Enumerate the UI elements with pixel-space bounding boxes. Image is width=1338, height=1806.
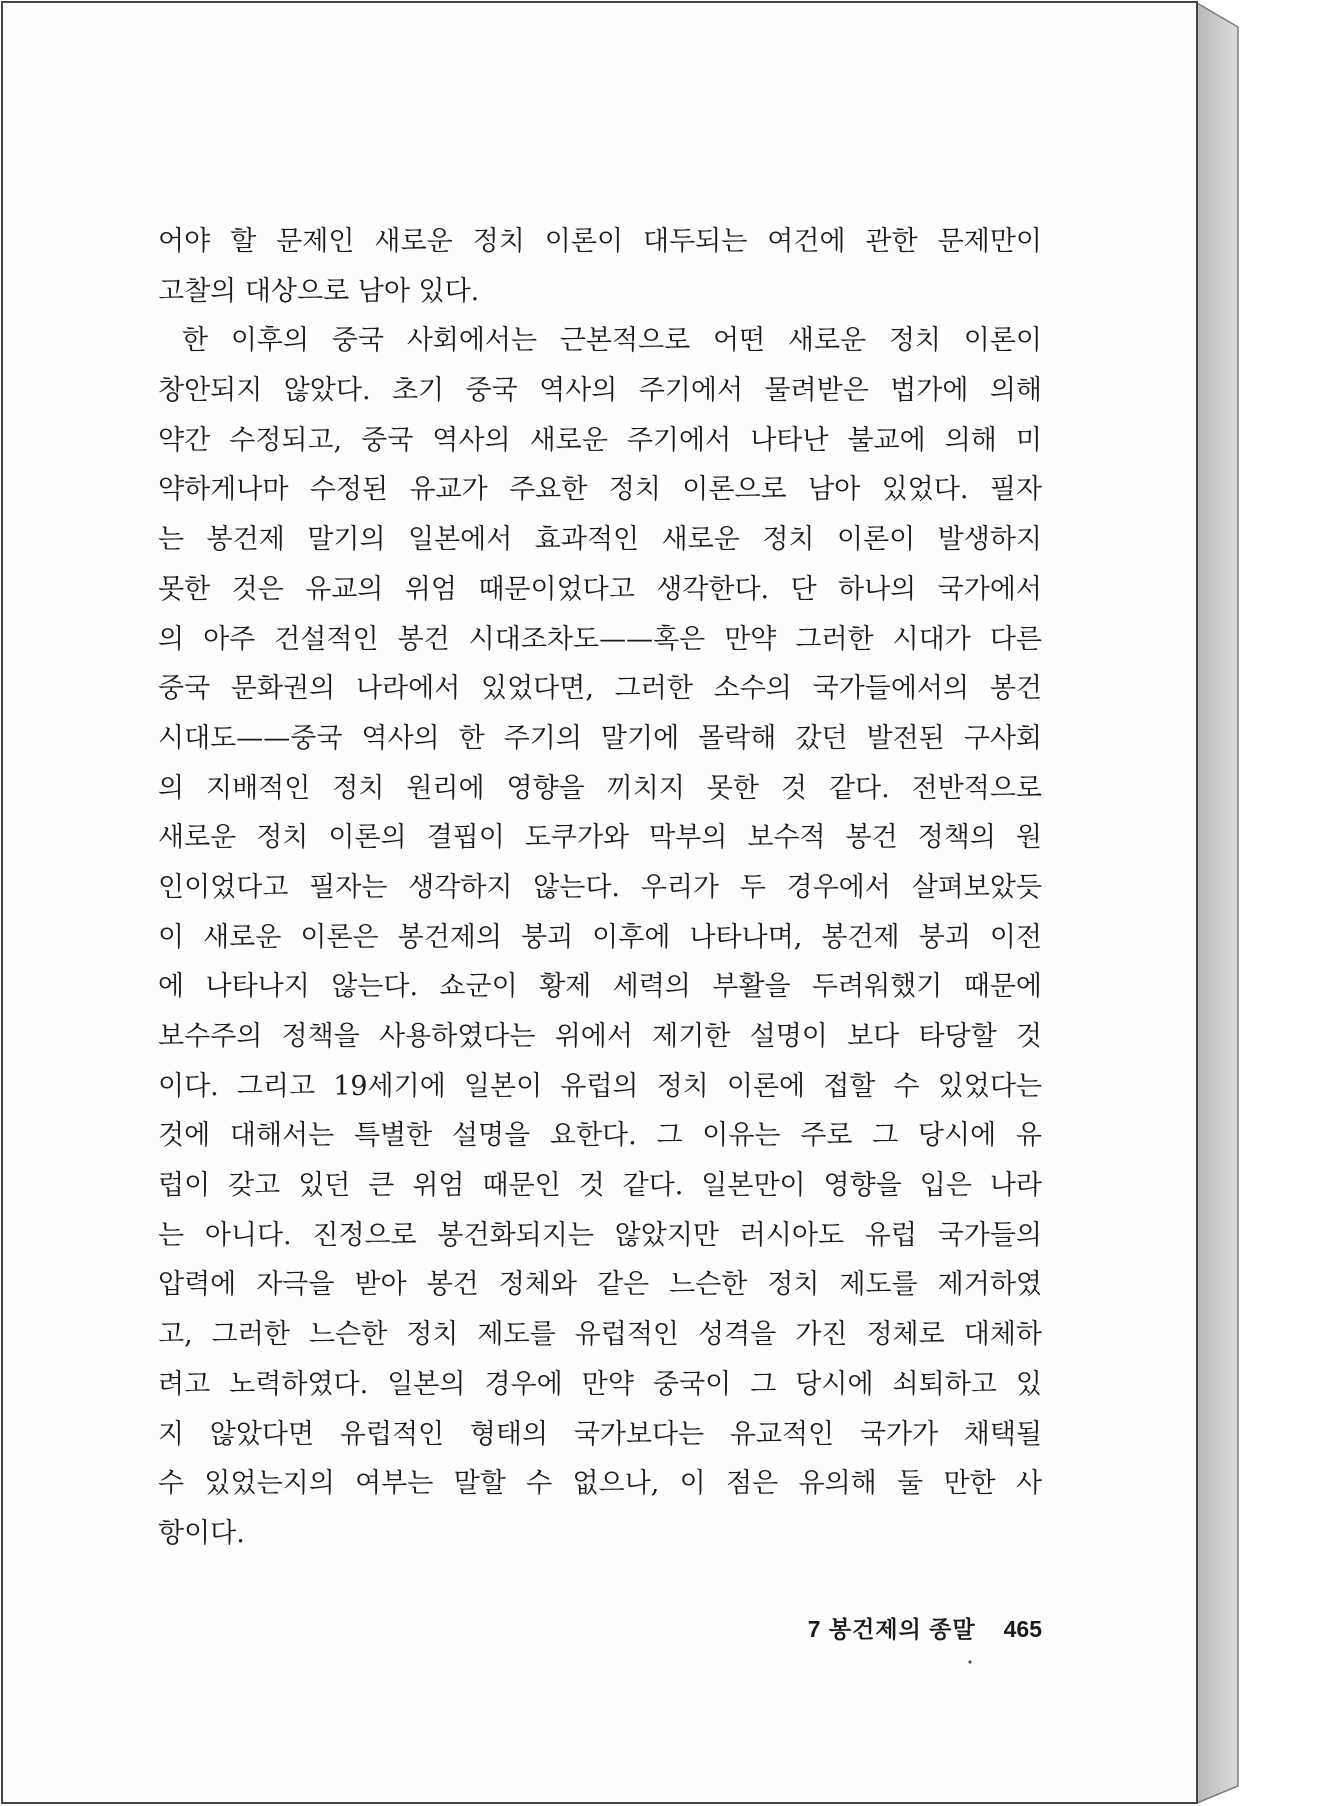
page-number: 465 bbox=[1003, 1616, 1042, 1642]
text-line: 보수주의 정책을 사용하였다는 위에서 제기한 설명이 보다 타당할 것 bbox=[158, 1021, 1042, 1052]
text-line: 새로운 정치 이론의 결핍이 도쿠가와 막부의 보수적 봉건 정책의 원 bbox=[158, 822, 1042, 854]
body-text bbox=[158, 217, 1042, 1559]
text-line: 의 아주 건설적인 봉건 시대조차도——혹은 만약 그러한 시대가 다른 bbox=[158, 623, 1042, 655]
text-line: 럽이 갖고 있던 큰 위엄 때문인 것 같다. 일본만이 영향을 입은 나라 bbox=[158, 1170, 1042, 1202]
text-line: 지 않았다면 유럽적인 형태의 국가보다는 유교적인 국가가 채택될 bbox=[158, 1418, 1042, 1450]
text-line: 려고 노력하였다. 일본의 경우에 만약 중국이 그 당시에 쇠퇴하고 있 bbox=[158, 1368, 1042, 1400]
text-line: 못한 것은 유교의 위엄 때문이었다고 생각한다. 단 하나의 국가에서 bbox=[158, 573, 1042, 605]
text-line: 항이다. bbox=[158, 1517, 245, 1549]
text-line: 약하게나마 수정된 유교가 주요한 정치 이론으로 남아 있었다. 필자 bbox=[158, 474, 1042, 506]
text-line: 수 있었는지의 여부는 말할 수 없으나, 이 점은 유의해 둘 만한 사 bbox=[158, 1468, 1042, 1500]
paragraph bbox=[158, 316, 1042, 1558]
running-chapter-title: 7 봉건제의 종말 bbox=[807, 1616, 976, 1642]
text-line: 고, 그러한 느슨한 정치 제도를 유럽적인 성격을 가진 정체로 대체하 bbox=[158, 1319, 1042, 1351]
text-line: 에 나타나지 않는다. 쇼군이 황제 세력의 부활을 두려워했기 때문에 bbox=[158, 971, 1042, 1003]
text-line: 창안되지 않았다. 초기 중국 역사의 주기에서 물려받은 법가에 의해 bbox=[158, 375, 1042, 407]
text-line: 이다. 그리고 19세기에 일본이 유럽의 정치 이론에 접할 수 있었다는 bbox=[158, 1070, 1042, 1102]
text-line: 한 이후의 중국 사회에서는 근본적으로 어떤 새로운 정치 이론이 bbox=[182, 325, 1042, 357]
text-line: 시대도——중국 역사의 한 주기의 말기에 몰락해 갔던 발전된 구사회 bbox=[158, 722, 1042, 754]
text-line: 의 지배적인 정치 원리에 영향을 끼치지 못한 것 같다. 전반적으로 bbox=[158, 772, 1042, 804]
paragraph-continued bbox=[158, 217, 1042, 316]
text-line: 는 봉건제 말기의 일본에서 효과적인 새로운 정치 이론이 발생하지 bbox=[158, 524, 1042, 556]
page-footer bbox=[158, 1614, 1042, 1644]
text-line: 인이었다고 필자는 생각하지 않는다. 우리가 두 경우에서 살펴보았듯 bbox=[158, 871, 1042, 903]
book-edge bbox=[1197, 3, 1238, 1803]
text-line: 고찰의 대상으로 남아 있다. bbox=[158, 275, 480, 307]
text-line: 중국 문화권의 나라에서 있었다면, 그러한 소수의 국가들에서의 봉건 bbox=[158, 673, 1042, 705]
text-line: 약간 수정되고, 중국 역사의 새로운 주기에서 나타난 불교에 의해 미 bbox=[158, 424, 1042, 456]
text-line: 이 새로운 이론은 봉건제의 붕괴 이후에 나타나며, 봉건제 붕괴 이전 bbox=[158, 921, 1042, 953]
text-line: 어야 할 문제인 새로운 정치 이론이 대두되는 여건에 관한 문제만이 bbox=[158, 226, 1042, 257]
text-line: 압력에 자극을 받아 봉건 정체와 같은 느슨한 정치 제도를 제거하였 bbox=[158, 1269, 1042, 1301]
text-line: 는 아니다. 진정으로 봉건화되지는 않았지만 러시아도 유럽 국가들의 bbox=[158, 1219, 1042, 1251]
scan-speck bbox=[968, 1660, 971, 1663]
text-line: 것에 대해서는 특별한 설명을 요한다. 그 이유는 주로 그 당시에 유 bbox=[158, 1120, 1042, 1152]
